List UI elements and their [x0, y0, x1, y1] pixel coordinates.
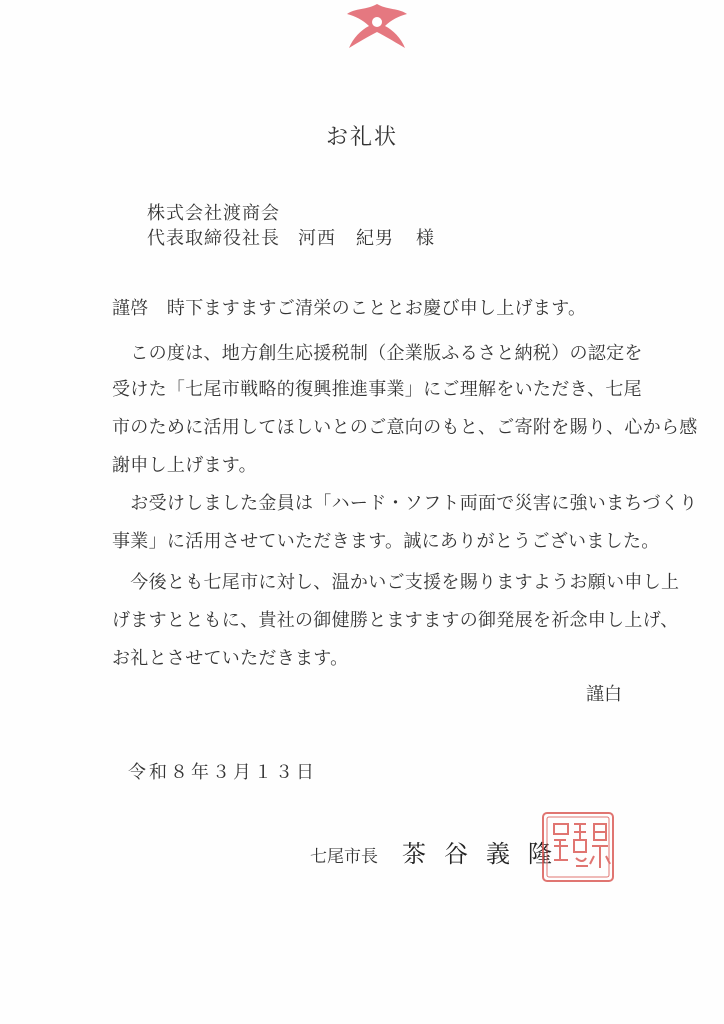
- official-seal-icon: [540, 810, 616, 884]
- body-line: お受けしました金員は「ハード・ソフト両面で災害に強いまちづくり: [112, 493, 698, 514]
- body-line: 謹啓 時下ますますご清栄のこととお慶び申し上げます。: [112, 298, 587, 319]
- body-line: げますとともに、貴社の御健勝とますますの御発展を祈念申し上げ、: [112, 610, 679, 631]
- closing-word: 謹白: [586, 684, 622, 705]
- body-line: この度は、地方創生応援税制（企業版ふるさと納税）の認定を: [112, 343, 643, 364]
- recipient-family-name: 河西: [298, 228, 336, 249]
- body-line: 謝申し上げます。: [112, 455, 257, 476]
- recipient-line: [147, 224, 435, 250]
- body-line: 市のために活用してほしいとのご意向のもと、ご寄附を賜り、心から感: [112, 417, 698, 438]
- body-line: お礼とさせていただきます。: [112, 648, 349, 669]
- signer-title: 七尾市長: [310, 847, 378, 867]
- body-line: 受けた「七尾市戦略的復興推進事業」にご理解をいただき、七尾: [112, 379, 642, 400]
- letter-title: お礼状: [325, 125, 398, 150]
- recipient-company: 株式会社渡商会: [147, 203, 280, 224]
- signer-name: 茶谷義隆: [402, 840, 570, 868]
- recipient-position: 代表取締役社長: [147, 228, 280, 249]
- nanao-city-emblem-icon: [337, 0, 417, 52]
- recipient-given-name: 紀男: [356, 228, 394, 249]
- body-line: 今後とも七尾市に対し、温かいご支援を賜りますようお願い申し上: [112, 572, 680, 593]
- recipient-honorific: 様: [416, 228, 435, 249]
- body-line: 事業」に活用させていただきます。誠にありがとうございました。: [112, 531, 660, 552]
- letter-date: 令和８年３月１３日: [128, 762, 317, 783]
